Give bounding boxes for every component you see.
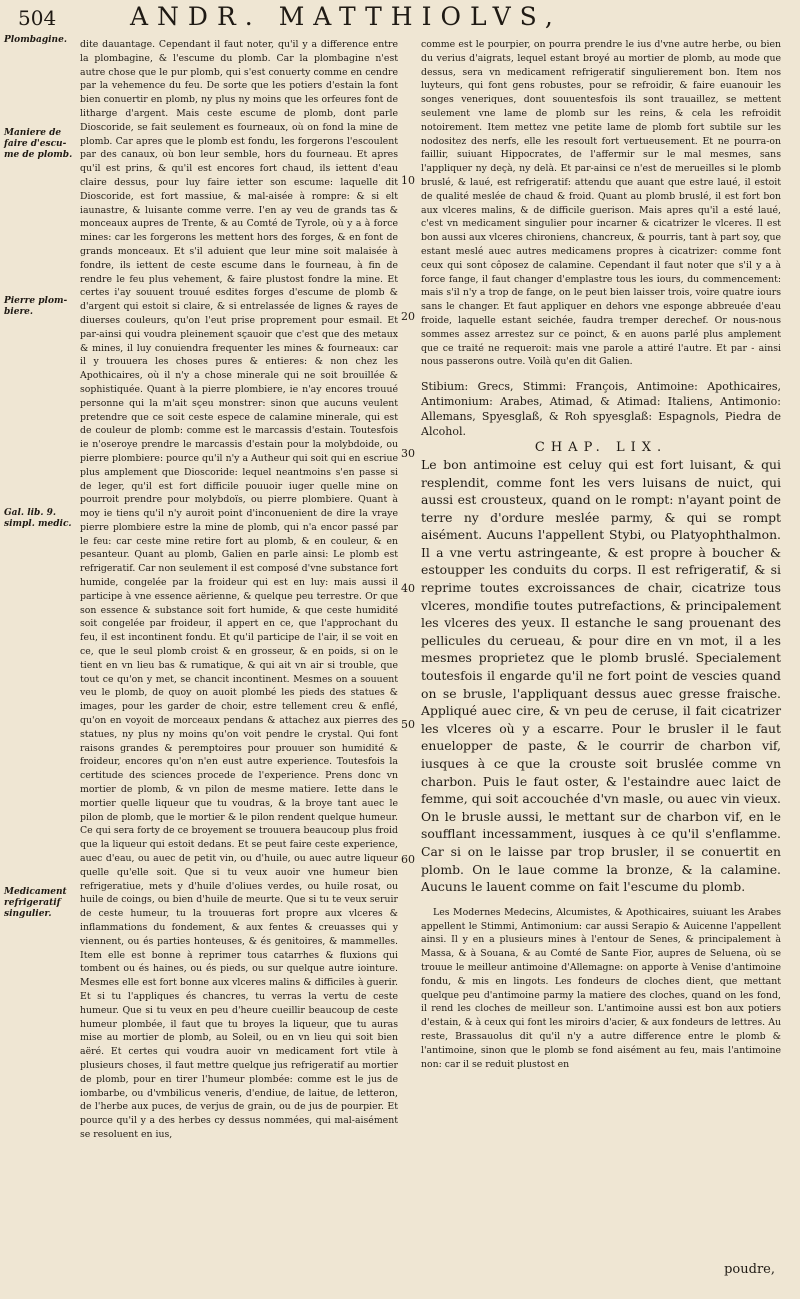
margin-note-pierre: Pierre plom-biere. (4, 296, 68, 317)
line-number: 30 (401, 447, 415, 460)
right-column (421, 38, 781, 1071)
margin-note-galien: Gal. lib. 9. simpl. medic. (4, 508, 72, 529)
margin-note-plombagine: Plombagine. (4, 35, 67, 45)
stibium-names: Stibium: Grecs, Stimmi: François, Antimoine: Apothicaires, Antimonium: Arabes, Atimad, & Atimad: Italiens, Antimonio: Allemans, Spyesglaß, & Roh spyesglaß: Espagnols, Piedra de Alcohol. (421, 380, 781, 439)
page-number: 504 (18, 6, 57, 30)
line-number: 40 (401, 582, 415, 595)
catchword: poudre, (724, 1262, 775, 1277)
line-number: 50 (401, 718, 415, 731)
chapter-text: Le bon antimoine est celuy qui est fort luisant, & qui resplendit, comme font les vers luisans de nuict, qui aussi est crousteux, quand on le rompt: n'ayant point de terre ny d'ordure meslée parmy, & qui se rompt aisément. Aucuns l'appellent Stybi, ou Platyophthalmon. Il a vne vertu astringeante, & est propre à boucher & estoupper les conduits du corps. Il est refrigeratif, & si reprime toutes excroissances de chair, cicatrize tous vlceres, mondifie toutes putrefactions, & principalement les vlceres des yeux. Il estanche le sang prouenant des pellicules du cerueau, & pour dire en vn mot, il a les mesmes proprietez que le plomb bruslé. Specialement toutesfois il engarde qu'il ne fort point de vescies quand on se brusle, l'appliquant dessus auec gresse fraische. Appliqué auec cire, & vn peu de ceruse, il fait cicatrizer les vlceres où y a escarre. Pour le brusler il le faut enuelopper de paste, & le courrir de charbon vif, iusques à ce que la crouste soit bruslée comme vn charbon. Puis le faut oster, & l'estaindre auec laict de femme, qui soit accouchée d'vn masle, ou auec vin vieux. On le brusle aussi, le mettant sur de charbon vif, en le soufflant incessamment, iusques à ce qu'il s'enflamme. Car si on le laisse par trop brusler, il se conuertit en plomb. On le laue comme la bronze, & la calamine. Aucuns le lauent comme on fait l'escume du plomb. (421, 456, 781, 895)
line-number: 10 (401, 174, 415, 187)
margin-note-medicament: Medicament refrigeratif singulier. (4, 887, 67, 919)
chapter-heading: CHAP. LIX. (534, 440, 668, 456)
left-column (80, 38, 398, 1142)
margin-note-escume: Maniere de faire d'escu-me de plomb. (4, 128, 73, 160)
right-column-text: comme est le pourpier, on pourra prendre le ius d'vne autre herbe, ou bien du verius d'aigrats, lequel estant broyé au mortier de plomb, au mode que dessus, sera vn medicament refrigeratif singulierement bon. Item nos luyteurs, qui font gens robustes, pour se refroidir, & faire euanouir les songes veneriques, dont souuentesfois ils sont trauaillez, se mettent seulement vne lame de plomb sur les reins, & cela les refroidit notoirement. Item mettez vne petite lame de plomb fort subtile sur les nodositez des nerfs, elle les resoult fort vertueusement. Et ne pourra-on faillir, suiuant Hippocrates, de l'affermir sur le mal mesmes, sans l'appliquer ny deçà, ny delà. Et par-ainsi ce n'est de merueilles si le plomb bruslé, & laué, est refrigeratif: attendu que auant que estre laué, il estoit de qualité meslée de chaud & froid. Quant au plomb bruslé, il est fort bon aux vlceres malins, & de difficile guerison. Mais apres qu'il a esté laué, c'est vn medicament singulier pour incarner & cicatrizer le vlceres. Il est bon aussi aux vlceres chironiens, chancreux, & pourris, tant à part soy, que estant meslé auec autres medicamens propres à cicatrizer: comme font ceux qui sont côposez de calamine. Cependant il faut noter que s'il y a à force fange, il faut changer d'emplastre tous les iours, du commencement: mais s'il n'y a trop de fange, on le peut bien laisser trois, voire quatre iours sans le changer. Et faut appliquer en dehors vne esponge abbreuée d'eau froide, laquelle estant seichée, faudra tremper derechef. Or nous-nous sommes assez arrestez sur ce poinct, & en auons parlé plus amplement que ce traité ne requeroit: mais vne parole a attiré l'autre. Et par - ainsi nous passerons outre. Voilà qu'en dit Galien. (421, 39, 781, 368)
line-number: 60 (401, 853, 415, 866)
line-number: 20 (401, 310, 415, 323)
commentary-text: Les Modernes Medecins, Alcumistes, & Apothicaires, suiuant les Arabes appellent le Stimmi, Antimonium: car aussi Serapio & Auicenne l'appellent ainsi. Il y en a plusieurs mines à l'entour de Senes, & principalement à Massa, & à Souana, & au Comté de Sante Fior, aupres de Seluena, où se trouue le meilleur antimoine d'Allemagne: on apporte à Venise d'antimoine fondu, & mis en lingots. Les fondeurs de cloches dient, que mettant quelque peu d'antimoine parmy la matiere des cloches, quand on les fond, il rend les cloches de meilleur son. L'antimoine aussi est bon aux potiers d'estain, & à ceux qui font les miroirs d'acier, & aux fondeurs de lettres. Au reste, Brassauolus dit qu'il n'y a autre difference entre le plomb & l'antimoine, sinon que le plomb se fond aisément au feu, mais l'antimoine non: car il se reduit plustost en (421, 906, 781, 1070)
left-column-text: dite dauantage. Cependant il faut noter, qu'il y a difference entre la plombagine, & l'escume du plomb. Car la plombagine n'est autre chose que le pur plomb, qui s'est conuerty comme en cendre par la vehemence du feu. De sorte que les potiers d'estain la font bien conuertir en plomb, ny plus ny moins que les orfeures font de litharge d'argent. Mais ceste escume de plomb, dont parle Dioscoride, se fait seulement es fourneaux, où on fond la mine de plomb. Car apres que le plomb est fondu, les forgerons l'escoulent par des canaux, où bon leur semble, hors du fourneau. Et apres qu'il est prins, & qu'il est encores fort chaud, ils iettent d'eau claire dessus, pour luy faire ietter son escume: laquelle dit Dioscoride, est fort massiue, & mal-aisée à rompre: & si elt iaunastre, & luisante comme verre. I'en ay veu de grands tas & monceaux aupres de Trente, & au Comté de Tyrole, où y a à force mines: car les forgerons les mettent hors des forges, & en font de grands monceaux. Et s'il aduient que leur mine soit malaisée à fondre, ils iettent de ceste escume dans le fourneau, à fin de rendre le feu plus vehement, & faire plustost fondre la mine. Et certes i'ay souuent trouué esdites forges d'escume de plomb & d'argent qui estoit si claire, & si entrelassée de lignes & rayes de diuerses couleurs, qu'on l'eut prise proprement pour esmail. Et par-ainsi qui voudra pleinement sçauoir que c'est que des metaux & mines, il luy conuiendra frequenter les mines & fourneaux: car il y trouuera les choses pures & entieres: & non chez les Apothicaires, où il n'y a chose minerale qui ne soit brouillée & sophistiquée. Quant à la pierre plombiere, ie n'ay encores trouué personne qui la m'ait sçeu monstrer: sinon que aucuns veulent pretendre que ce soit ceste espece de calamine minerale, qui est de couleur de plomb: comme est le marcassis d'estain. Toutesfois ie n'oseroye prendre le marcassis d'estain pour la molybdoide, ou pierre plombiere: pource qu'il n'y a Autheur qui soit qui en escriue plus amplement que Dioscoride: lequel neantmoins s'en passe si de leger, qu'il est fort difficile pouuoir iuger quelle mine on pourroit prendre pour molybdoïs, ou pierre plombiere. Quant à moy ie tiens qu'il n'y auroit point d'inconuenient de dire la vraye pierre plombiere estre la mine de plomb, qui n'a encor passé par le feu: car ceste mine retire fort au plomb, & en couleur, & en pesanteur. Quant au plomb, Galien en parle ainsi: Le plomb est refrigeratif. Car non seulement il est composé d'vne substance fort humide, congelée par la froideur qui est en luy: mais aussi il participe à vne essence aërienne, & quelque peu terrestre. Or que son essence & substance soit fort humide, & que ceste humidité soit congelée par froideur, il appert en ce, que l'approchant du feu, il est incontinent fondu. Et qu'il participe de l'air, il se voit en ce, que le seul plomb croist & en grosseur, & en poids, si on le tient en vn lieu bas & rumatique, & qui ait vn air si trouble, que tout ce qu'on y met, se chancit incontinent. Mesmes on a souuent veu le plomb, de quoy on auoit plombé les pieds des statues & images, pour les garder de choir, estre tellement creu & enflé, qu'on en voyoit de morceaux pendans & attachez aux pierres des statues, ny plus ny moins qu'on voit pendre le crystal. Qui font raisons grandes & peremptoires pour prouuer son humidité & froideur, encores qu'on n'en eust autre experience. Toutesfois la certitude des sciences procede de l'experience. Prens donc vn mortier de plomb, & vn pilon de mesme matiere. Iette dans le mortier quelle liqueur que tu voudras, & la broye tant auec le pilon de plomb, que le mortier & le pilon rendent quelque humeur. Ce qui sera forty de ce broyement se trouuera beaucoup plus froid que la liqueur qui estoit dedans. Et se peut faire ceste experience, auec d'eau, ou auec de petit vin, ou d'huile, ou auec autre liqueur quelle qu'elle soit. Que si tu veux auoir vne humeur bien refrigeratiue, mets y d'huile d'oliues verdes, ou huile rosat, ou huile de coings, ou bien d'huile de meurte. Que si tu te veux seruir de ceste humeur, tu la trouueras fort propre aux vlceres & inflammations du fondement, & aux fentes & creuasses qui y viennent, ou és parties honteuses, & és genitoires, & mammelles. Item elle est bonne à reprimer tous catarrhes & fluxions qui tombent ou és haines, ou és pieds, ou sur quelque autre iointure. Mesmes elle est fort bonne aux vlceres malins & difficiles à guerir. Et si tu l'appliques és chancres, tu verras la vertu de ceste humeur. Que si tu veux en peu d'heure cueillir beaucoup de ceste humeur plombée, il faut que tu broyes la liqueur, que tu auras mise au mortier de plomb, au Soleil, ou en vn lieu qui soit bien aëré. Et certes qui voudra auoir vn medicament fort vtile à plusieurs choses, il faut mettre quelque jus refrigeratif au mortier de plomb, pour en tirer l'humeur plombée: comme est le jus de iombarbe, ou d'vmbilicus veneris, d'endiue, de laitue, de letteron, de l'herbe aux puces, de verjus de grain, ou de jus de pourpier. Et pource qu'il y a des herbes cy dessus nommées, qui mal-aisément se resoluent en ius, (80, 39, 398, 1140)
running-title: ANDR. MATTHIOLVS, (130, 2, 562, 31)
